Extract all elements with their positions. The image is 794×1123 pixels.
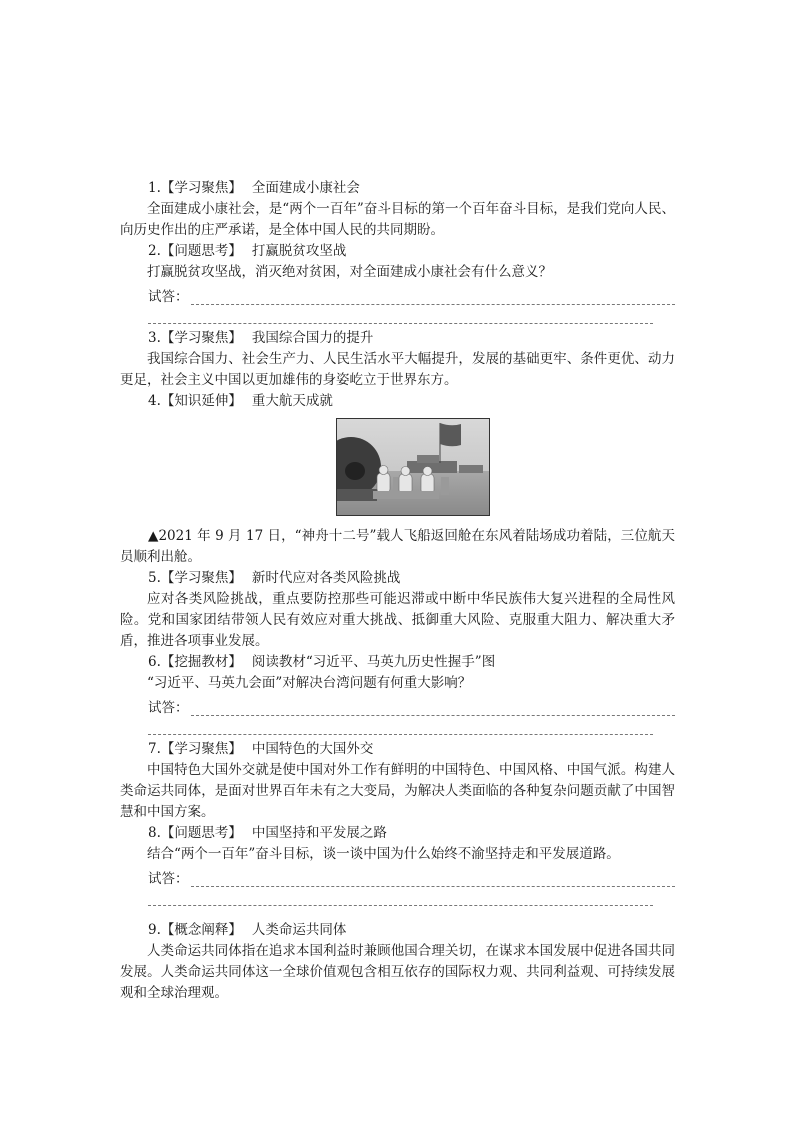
section-6-question: “习近平、马英九会面”对解决台湾问题有何重大影响？ <box>147 675 472 691</box>
section-1-heading <box>120 178 675 199</box>
section-2-answer-line-2[interactable] <box>148 305 653 324</box>
section-2-answer-label: 试答： <box>148 289 189 305</box>
section-5-heading <box>120 568 675 589</box>
section-4-title: 重大航天成就 <box>251 393 333 409</box>
section-5-body: 应对各类风险挑战，重点要防控那些可能迟滞或中断中华民族伟大复兴进程的全局性风险。党和国家团结带领人民有效应对重大挑战、抵御重大风险、克服重大阻力、解决重大矛盾，推进各项事业发展。 <box>120 591 675 649</box>
section-3-label: 3.【学习聚焦】 <box>148 330 242 346</box>
section-8-heading <box>120 823 675 844</box>
section-8-answer-line-2[interactable] <box>148 887 653 906</box>
section-6-heading <box>120 652 675 673</box>
section-2-heading <box>120 241 675 262</box>
section-6-answer-line-2[interactable] <box>148 716 653 735</box>
section-6-answer-label: 试答： <box>148 700 189 716</box>
shenzhou-landing-photo <box>336 418 490 516</box>
section-8-answer-row[interactable] <box>120 865 675 887</box>
section-2-title: 打赢脱贫攻坚战 <box>251 243 347 259</box>
section-8-title: 中国坚持和平发展之路 <box>251 825 387 841</box>
section-8-answer-line-1[interactable] <box>191 872 676 887</box>
section-6-title: 阅读教材“习近平、马英九历史性握手”图 <box>251 654 496 670</box>
section-1-title: 全面建成小康社会 <box>251 180 360 196</box>
section-3-title: 我国综合国力的提升 <box>251 330 374 346</box>
section-1-body: 全面建成小康社会，是“两个一百年”奋斗目标的第一个百年奋斗目标，是我们党向人民、向历史作出的庄严承诺，是全体中国人民的共同期盼。 <box>120 201 675 238</box>
section-7-heading <box>120 739 675 760</box>
section-6-answer-row[interactable] <box>120 694 675 716</box>
section-7-body: 中国特色大国外交就是使中国对外工作有鲜明的中国特色、中国风格、中国气派。构建人类命运共同体，是面对世界百年未有之大变局，为解决人类面临的各种复杂问题贡献了中国智慧和中国方案。 <box>120 762 675 820</box>
section-2-answer-row[interactable] <box>120 283 675 305</box>
section-2-question: 打赢脱贫攻坚战，消灭绝对贫困，对全面建成小康社会有什么意义？ <box>147 264 552 280</box>
section-3-heading <box>120 328 675 349</box>
section-8-answer-label: 试答： <box>148 871 189 887</box>
section-7-label: 7.【学习聚焦】 <box>148 741 242 757</box>
section-9-title: 人类命运共同体 <box>251 922 347 938</box>
section-9-body: 人类命运共同体指在追求本国利益时兼顾他国合理关切，在谋求本国发展中促进各国共同发展。人类命运共同体这一全球价值观包含相互依存的国际权力观、共同利益观、可持续发展观和全球治理观。 <box>120 943 675 1001</box>
section-5-label: 5.【学习聚焦】 <box>148 570 242 586</box>
section-2-label: 2.【问题思考】 <box>148 243 242 259</box>
section-5-title: 新时代应对各类风险挑战 <box>251 570 401 586</box>
section-6-answer-line-1[interactable] <box>191 701 676 716</box>
section-4-heading <box>120 391 675 412</box>
section-9-heading <box>120 920 675 941</box>
section-3-body: 我国综合国力、社会生产力、人民生活水平大幅提升，发展的基础更牢、条件更优、动力更足，社会主义中国以更加雄伟的身姿屹立于世界东方。 <box>120 351 675 388</box>
section-2-answer-line-1[interactable] <box>191 290 676 305</box>
section-1-label: 1.【学习聚焦】 <box>148 180 242 196</box>
section-8-question: 结合“两个一百年”奋斗目标，谈一谈中国为什么始终不渝坚持走和平发展道路。 <box>147 846 620 862</box>
worksheet-content <box>120 178 675 1004</box>
photo-caption: ▲2021 年 9 月 17 日，“神舟十二号”载人飞船返回舱在东风着陆场成功着陆，三位航天员顺利出舱。 <box>120 528 675 565</box>
section-9-label: 9.【概念阐释】 <box>148 922 242 938</box>
section-7-title: 中国特色的大国外交 <box>251 741 374 757</box>
photo-container <box>120 418 675 516</box>
section-8-label: 8.【问题思考】 <box>148 825 242 841</box>
section-4-label: 4.【知识延伸】 <box>148 393 242 409</box>
section-6-label: 6.【挖掘教材】 <box>148 654 242 670</box>
